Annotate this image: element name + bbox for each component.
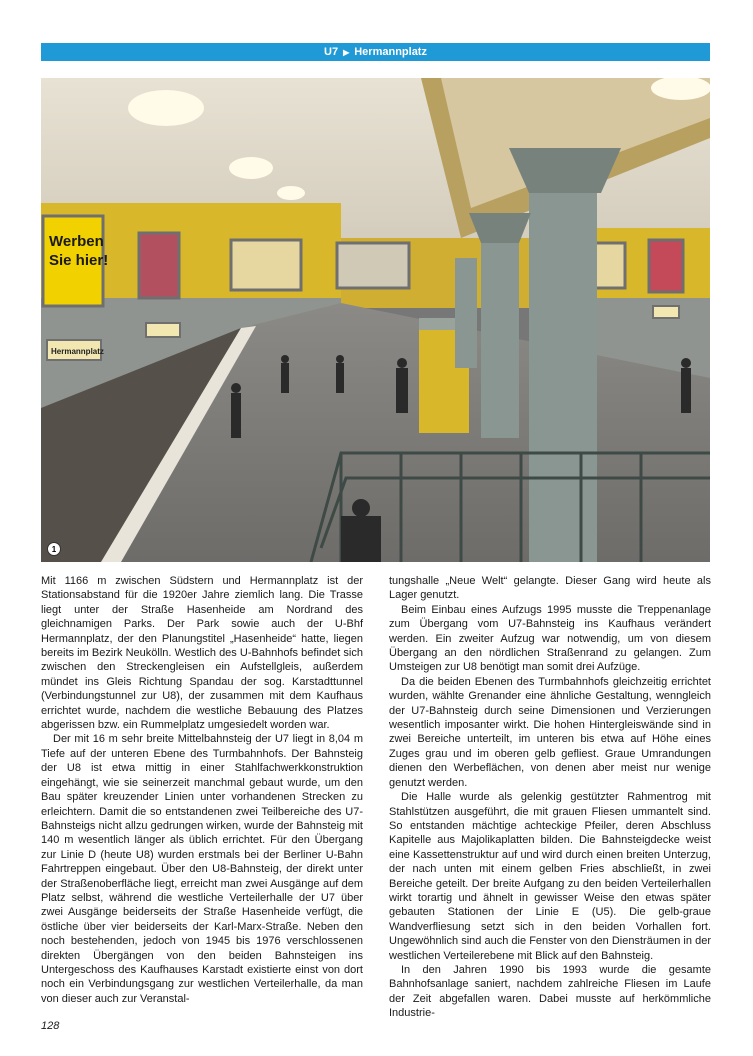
ad-frame (337, 243, 409, 288)
ceiling-lamp (229, 157, 273, 179)
section-header-bar (41, 43, 710, 61)
paragraph: Der mit 16 m sehr breite Mittelbahnsteig der U7 liegt in 8,04 m Tiefe auf der unteren Ebene des Turmbahnhofs. Der Bahnsteig der U8 ist etwa mittig in einer Stahlfachwerkkonstruktion eingehängt, wie sie seinerzeit manchmal gebaut wurde, um den Bau später kreuzender Linien unter vorhandenen Strecken zu erleichtern. Damit die so entstandenen zwei Teilbereiche des U7-Bahnsteigs nicht allzu gedrungen wirken, wurde der Bahnsteig mit 140 m wesentlich länger als üblich errichtet. Für den Übergang zur Linie D (heute U8) wurden erstmals bei der Berliner U-Bahn Fahrtreppen eingebaut. Über den U8-Bahnsteig, der direkt unter der Straßenoberfläche liegt, erreicht man zwei Ausgänge auf dem Platz selbst, während die westliche Verteilerhalle der U7 über zwei Ausgänge beiderseits der Straße Hasenheide verfügt, die östliche über vier beiderseits der Karl-Marx-Straße. Neben den noch bestehenden, jedoch von 1945 bis 1976 verschlossenen direkten Übergängen von den beiden Bahnsteigen ins Untergeschoss des Kaufhauses Karstadt existierte einst von dort noch ein Verbindungsgang zur westlichen Verteilerhalle, da man von dieser auch zur Veranstal- (41, 733, 363, 1005)
text-column-left (41, 574, 363, 1006)
ad-frame (595, 243, 625, 288)
station-title: Hermannplatz (354, 46, 427, 58)
paragraph: In den Jahren 1990 bis 1993 wurde die gesamte Bahnhofsanlage saniert, nachdem zahlreiche Fliesen im Laufe der Zeit abgefallen waren. Dabei musste auf herkömmliche Industrie- (389, 963, 711, 1020)
paragraph: Mit 1166 m zwischen Südstern und Hermannplatz ist der Stationsabstand für die 1920er Jahre ziemlich lang. Die Trasse liegt unter der Straße Hasenheide am Nordrand des gleichnamigen Parks. Der Park sowie auch der U-Bhf Hermannplatz, der den Planungstitel „Hasenheide“ hatte, liegen bereits im Bezirk Neukölln. Westlich des U-Bahnhofs befindet sich zwischen den Streckengleisen ein Aufstellgleis, außerdem mündet ins Gleis Richtung Spandau der sog. Karstadttunnel (Verbindungstunnel zur U8), der zusammen mit dem Kaufhaus errichtet wurde, nachdem die westliche Bebauung des Platzes abgerissen bzw. ein Rummelplatz umgesiedelt worden war. (41, 575, 363, 732)
triangle-right-icon: ▶ (343, 47, 350, 57)
ad-poster (649, 240, 683, 292)
paragraph: tungshalle „Neue Welt“ gelangte. Dieser Gang wird heute als Lager genutzt. (389, 575, 711, 602)
svg-text:Hermannplatz: Hermannplatz (51, 347, 104, 356)
station-photo (41, 78, 710, 562)
paragraph: Die Halle wurde als gelenkig gestützter Rahmentrog mit Stahlstützen ausgeführt, die mit grauen Fliesen ummantelt sind. So entstanden mächtige achteckige Pfeiler, deren Abschluss Kapitelle aus Majolikaplatten bilden. Die Bahnsteigdecke weist eine Kassettenstruktur auf und wird durch einen breiten Unterzug, der nach unten mit einem gelben Fries abschließt, in zwei Bereiche geteilt. Der breite Aufgang zu den beiden Verteilerhallen wirkt torartig und ähnelt in gewisser Weise den etwas später gebauten Stationen der Linie E (U5). Die gelb-graue Wandverfliesung setzt sich in den beiden Vorhallen fort. Ungewöhnlich sind auch die Fenster von den Diensträumen in der westlichen Verteilerebene mit Blick auf den Bahnsteig. (389, 791, 711, 962)
text-column-right (389, 574, 711, 1021)
station-sign (146, 323, 180, 337)
ceiling-lamp (277, 186, 305, 200)
ad-subline: Sie hier! (49, 252, 109, 269)
photo-number-badge: 1 (47, 542, 61, 556)
paragraph: Da die beiden Ebenen des Turmbahnhofs gleichzeitig errichtet wurden, wählte Grenander eine ähnliche Gestaltung, wenngleich der U7-Bahnsteig durch seine Dimensionen und Verzierungen wesentlich imposanter wirkt. Die hohen Hintergleiswände sind in zwei Bereiche unterteilt, im unteren bis etwa auf Höhe eines Zuges grau und im oberen gelb gefliest. Graue Umrandungen dienen den Werbeflächen, von denen aber meist nur wenige genutzt werden. (389, 675, 711, 789)
ad-headline: Werben (49, 233, 104, 250)
station-sign (653, 306, 679, 318)
paragraph: Beim Einbau eines Aufzugs 1995 musste die Treppenanlage zum Übergang vom U7-Bahnsteig ins Kaufhaus verändert werden. Ein zweiter Aufzug war notwendig, um von diesem Übergang an den nördlichen Straßenrand zu gelangen. Zum Umsteigen zur U8 benötigt man somit drei Aufzüge. (389, 603, 711, 674)
ad-frame (231, 240, 301, 290)
ceiling-lamp (128, 90, 204, 126)
ad-poster (139, 233, 179, 298)
line-label: U7 (324, 46, 339, 58)
page-number: 128 (41, 1020, 60, 1032)
